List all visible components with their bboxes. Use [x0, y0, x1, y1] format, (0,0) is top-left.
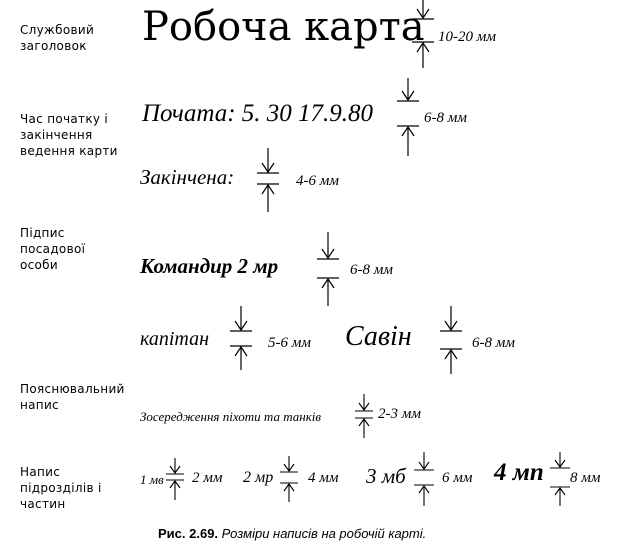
size-title: 10-20 мм	[438, 29, 496, 45]
size-commander: 6-8 мм	[350, 262, 393, 278]
dimension-arrows-icon	[255, 148, 281, 214]
sample-note: Зосередження піхоти та танків	[140, 409, 322, 424]
sample-unit-1: 1 мв	[140, 472, 164, 487]
label-start-end-time: Час початку і закінчення ведення карти	[20, 112, 118, 158]
sample-rank: капітан	[140, 328, 210, 350]
dimension-arrows-icon	[438, 306, 464, 376]
figure-caption-text: Розміри написів на робочій карті.	[221, 526, 427, 541]
sample-unit-4: 4 мп	[494, 459, 544, 486]
size-unit-1: 2 мм	[192, 470, 223, 486]
dimension-arrows-icon	[278, 456, 300, 504]
sample-end: Закінчена:	[140, 165, 235, 189]
figure-caption	[158, 526, 426, 541]
size-unit-4: 8 мм	[570, 470, 601, 486]
size-end: 4-6 мм	[296, 173, 339, 189]
sample-commander: Командир 2 мр	[140, 254, 279, 278]
sample-unit-3: 3 мб	[366, 464, 406, 488]
dimension-arrows-icon	[395, 78, 421, 158]
sample-start: Почата: 5. 30 17.9.80	[142, 100, 374, 127]
dimension-arrows-icon	[412, 452, 436, 508]
sample-unit-2: 2 мр	[243, 469, 274, 486]
label-service-heading: Службовий заголовок	[20, 23, 95, 53]
sample-title: Робоча карта	[142, 4, 425, 50]
size-start: 6-8 мм	[424, 110, 467, 126]
dimension-arrows-icon	[315, 232, 341, 308]
size-surname: 6-8 мм	[472, 335, 515, 351]
label-unit-labels: Напис підрозділів і частин	[20, 465, 102, 511]
size-rank: 5-6 мм	[268, 335, 311, 351]
dimension-arrows-icon	[164, 458, 186, 502]
label-official-signature: Підпис посадової особи	[20, 226, 86, 272]
dimension-arrows-icon	[548, 452, 572, 508]
dimension-arrows-icon	[353, 394, 375, 440]
size-unit-2: 4 мм	[308, 470, 339, 486]
figure-number: Рис. 2.69.	[158, 526, 219, 541]
sample-surname: Савін	[345, 321, 412, 352]
label-explanatory-note: Пояснювальний напис	[20, 382, 125, 412]
size-unit-3: 6 мм	[442, 470, 473, 486]
dimension-arrows-icon	[410, 0, 436, 70]
dimension-arrows-icon	[228, 306, 254, 372]
size-note: 2-3 мм	[378, 406, 421, 422]
